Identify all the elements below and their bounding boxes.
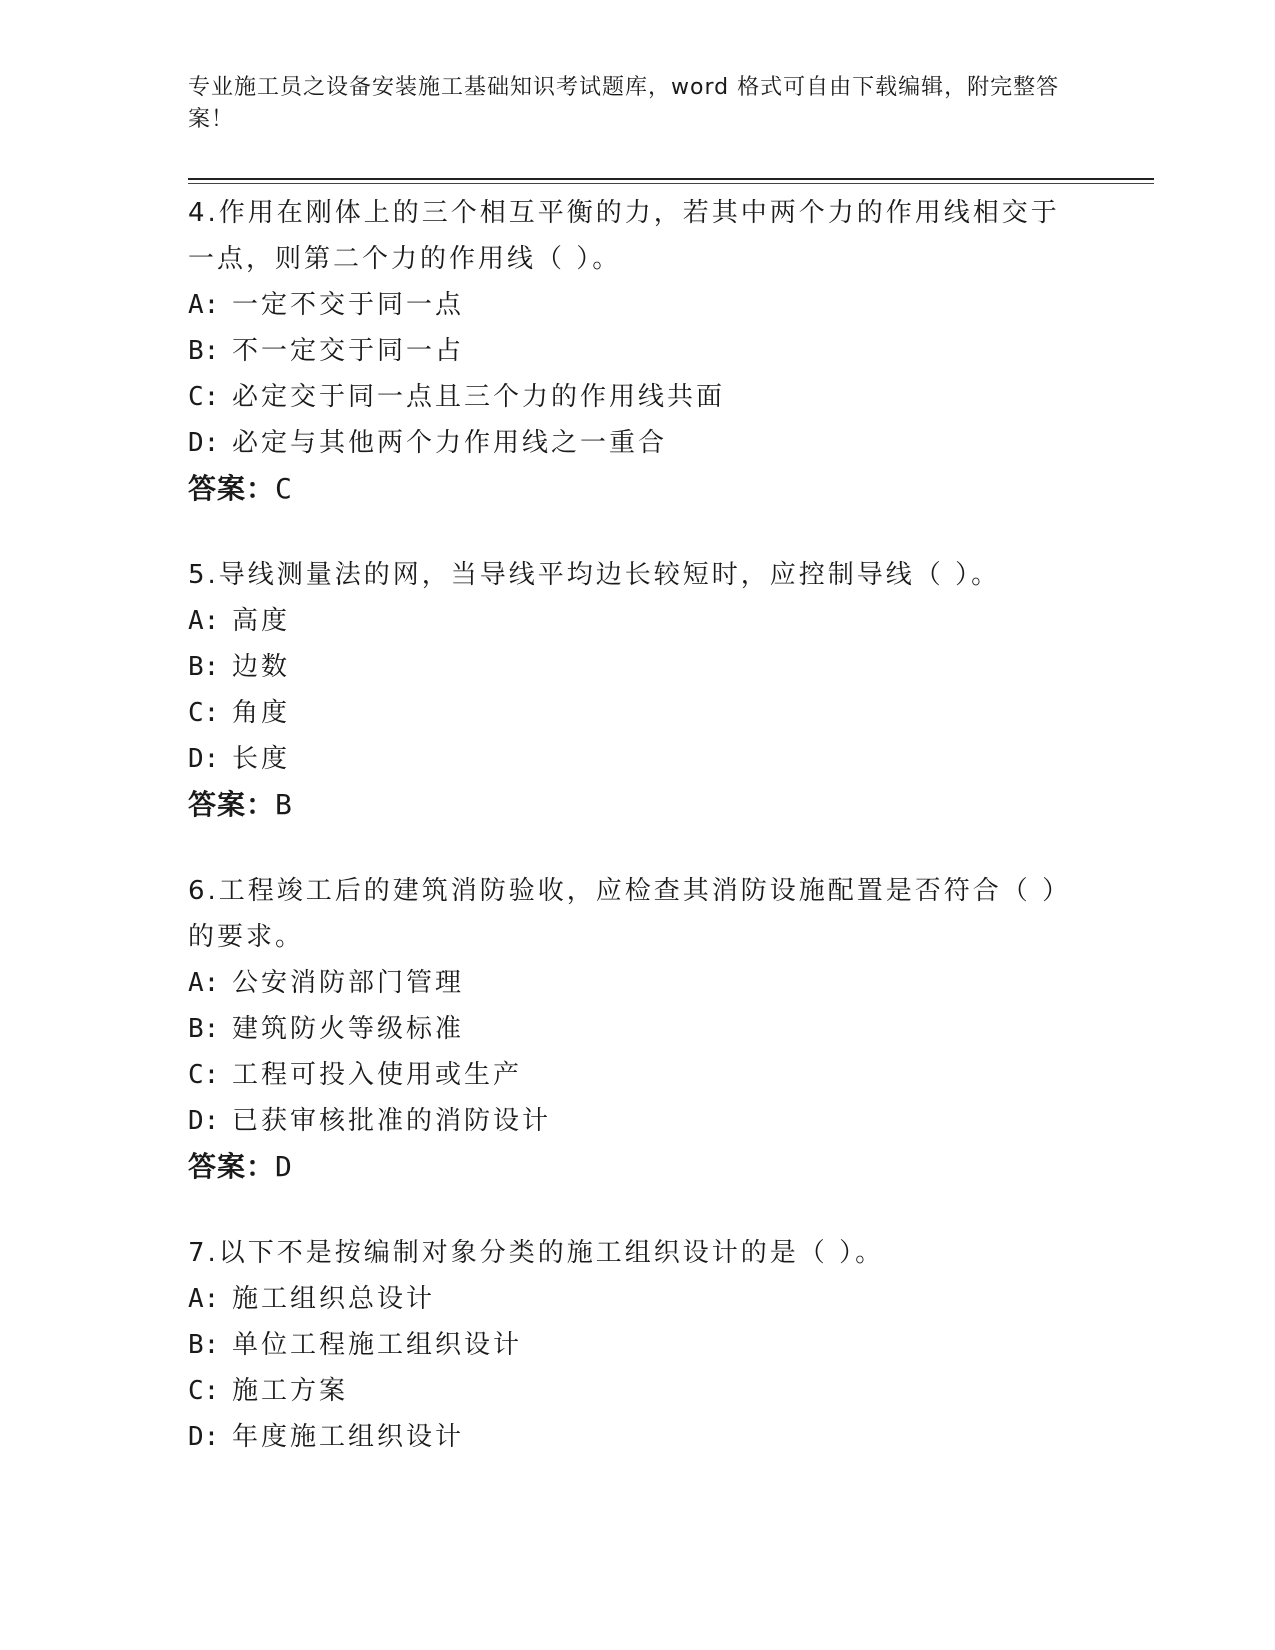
header-text: 专业施工员之设备安装施工基础知识考试题库，word 格式可自由下载编辑，附完整答案！: [188, 75, 1060, 132]
option-letter: B:: [188, 336, 220, 366]
option-text: 边数: [232, 652, 291, 682]
question-list: [188, 190, 1088, 1500]
question-stem: 6.工程竣工后的建筑消防验收，应检查其消防设施配置是否符合（ ）的要求。: [188, 876, 1072, 952]
question-stem: 5.导线测量法的网，当导线平均边长较短时，应控制导线（ ）。: [188, 560, 1001, 590]
option-d: [188, 420, 1088, 466]
option-letter: C:: [188, 698, 220, 728]
option-c: [188, 1052, 1088, 1098]
option-a: [188, 282, 1088, 328]
header-divider-thick: [188, 178, 1154, 180]
option-letter: A:: [188, 290, 220, 320]
option-text: 单位工程施工组织设计: [232, 1330, 523, 1360]
option-letter: B:: [188, 1330, 220, 1360]
option-letter: C:: [188, 1060, 220, 1090]
option-d: [188, 736, 1088, 782]
option-b: [188, 644, 1088, 690]
answer-value: B: [275, 788, 293, 821]
option-text: 施工组织总设计: [232, 1284, 436, 1314]
question-6: [188, 868, 1088, 1190]
answer-line: [188, 1144, 1088, 1190]
option-a: [188, 1276, 1088, 1322]
option-text: 公安消防部门管理: [232, 968, 465, 998]
option-a: [188, 960, 1088, 1006]
answer-label: 答案：: [188, 788, 276, 821]
document-header: [188, 72, 1068, 136]
question-5: [188, 552, 1088, 828]
option-text: 工程可投入使用或生产: [232, 1060, 523, 1090]
answer-line: [188, 466, 1088, 512]
option-letter: C:: [188, 382, 220, 412]
option-text: 施工方案: [232, 1376, 349, 1406]
option-letter: D:: [188, 1106, 220, 1136]
option-b: [188, 1322, 1088, 1368]
answer-value: C: [275, 472, 293, 505]
option-text: 长度: [232, 744, 291, 774]
option-c: [188, 690, 1088, 736]
answer-label: 答案：: [188, 472, 276, 505]
option-text: 必定与其他两个力作用线之一重合: [232, 428, 668, 458]
answer-label: 答案：: [188, 1150, 276, 1183]
answer-line: [188, 782, 1088, 828]
question-stem: 7.以下不是按编制对象分类的施工组织设计的是（ ）。: [188, 1238, 885, 1268]
option-c: [188, 1368, 1088, 1414]
question-7: [188, 1230, 1088, 1460]
option-letter: A:: [188, 1284, 220, 1314]
option-d: [188, 1414, 1088, 1460]
option-text: 高度: [232, 606, 291, 636]
header-divider-thin: [188, 183, 1154, 184]
option-b: [188, 328, 1088, 374]
option-text: 已获审核批准的消防设计: [232, 1106, 552, 1136]
option-text: 必定交于同一点且三个力的作用线共面: [232, 382, 726, 412]
option-text: 年度施工组织设计: [232, 1422, 465, 1452]
answer-value: D: [275, 1150, 293, 1183]
option-letter: D:: [188, 428, 220, 458]
option-letter: D:: [188, 744, 220, 774]
option-letter: C:: [188, 1376, 220, 1406]
option-letter: D:: [188, 1422, 220, 1452]
option-text: 建筑防火等级标准: [232, 1014, 465, 1044]
option-letter: B:: [188, 652, 220, 682]
option-b: [188, 1006, 1088, 1052]
option-c: [188, 374, 1088, 420]
option-a: [188, 598, 1088, 644]
option-letter: A:: [188, 606, 220, 636]
question-4: [188, 190, 1088, 512]
option-letter: A:: [188, 968, 220, 998]
option-d: [188, 1098, 1088, 1144]
option-letter: B:: [188, 1014, 220, 1044]
option-text: 角度: [232, 698, 291, 728]
option-text: 一定不交于同一点: [232, 290, 465, 320]
question-stem: 4.作用在刚体上的三个相互平衡的力，若其中两个力的作用线相交于一点，则第二个力的作用线（ ）。: [188, 198, 1060, 274]
option-text: 不一定交于同一占: [232, 336, 465, 366]
